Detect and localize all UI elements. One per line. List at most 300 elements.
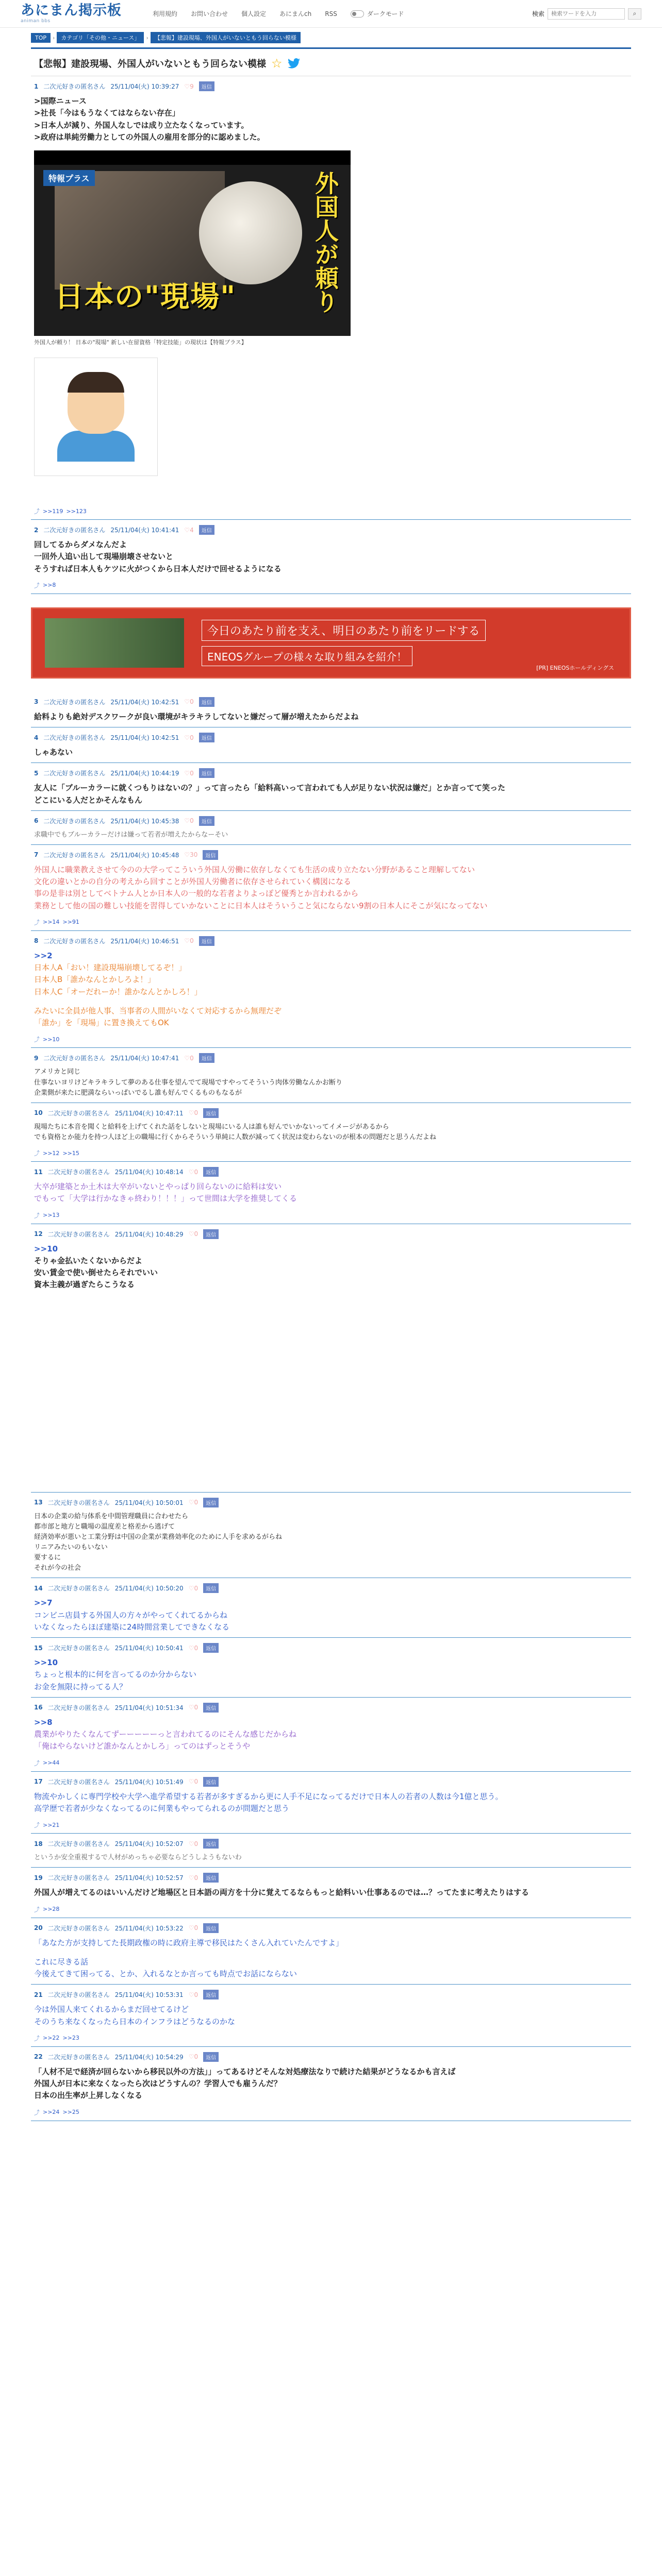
post <box>31 727 631 763</box>
reply-button[interactable]: 返信 <box>203 850 218 860</box>
post-body <box>34 2066 628 2102</box>
reply-link[interactable]: >>44 <box>43 1759 60 1767</box>
reply-link[interactable]: >>12 <box>43 1149 60 1157</box>
post-line: 外国人が増えてるのはいいんだけど地場区と日本語の両方を十分に覚えてるならもっと給料いい仕事あるのでは…？ってたまに考えたりはする <box>34 1888 529 1897</box>
heart-icon: ♡ <box>188 1168 194 1176</box>
post-line: 企業側が来たに肥満ならいっぱいでるし誰も好んでくるものもなるが <box>34 1089 242 1097</box>
reply-button[interactable]: 返信 <box>203 1839 219 1849</box>
reply-arrow-icon: ⤴ <box>34 1036 40 1043</box>
post-header <box>34 850 628 860</box>
quote-anchor[interactable]: >>7 <box>34 1598 53 1608</box>
post-author: 二次元好きの匿名さん <box>47 1874 110 1882</box>
post-line: アメリカと同じ <box>34 1068 81 1076</box>
reply-arrow-icon: ⤴ <box>34 2109 40 2116</box>
ad-subline: ENEOSグループの様々な取り組みを紹介！ <box>202 646 412 666</box>
search-area <box>532 8 641 20</box>
like-count[interactable] <box>189 1499 198 1506</box>
post-number[interactable]: 3 <box>34 698 39 706</box>
like-count[interactable] <box>189 1840 198 1848</box>
post-header <box>34 697 628 707</box>
character-face <box>68 372 124 434</box>
post-body <box>34 539 628 575</box>
like-count[interactable] <box>184 734 193 741</box>
post-header <box>34 816 628 826</box>
like-count-value: 0 <box>190 769 194 777</box>
reply-links <box>34 1211 628 1219</box>
reply-button[interactable]: 返信 <box>199 936 214 946</box>
advertisement-banner[interactable] <box>31 607 631 679</box>
reply-arrow-icon: ⤴ <box>34 1759 40 1767</box>
post-author: 二次元好きの匿名さん <box>43 937 106 945</box>
post-header <box>34 1498 628 1507</box>
post-date: 25/11/04(火) 10:42:51 <box>110 734 179 741</box>
like-count[interactable] <box>189 2053 198 2060</box>
post-header <box>34 1990 628 1999</box>
post-date: 25/11/04(火) 10:41:41 <box>110 527 179 534</box>
post <box>31 931 631 1048</box>
post-line: 外国人が日本に来なくなったら次はどうすんの？学習人でも雇うんだ？ <box>34 2079 282 2089</box>
post-line: いなくなったらほぼ建築に24時間営業してできなくなる <box>34 1622 230 1632</box>
post-number[interactable]: 13 <box>34 1499 43 1506</box>
post-body <box>34 747 628 758</box>
post-author: 二次元好きの匿名さん <box>47 1840 110 1848</box>
reply-link[interactable]: >>91 <box>62 919 79 926</box>
post <box>31 1578 631 1638</box>
like-count[interactable] <box>189 1585 198 1592</box>
post-line: 給料よりも絶対デスクワークが良い環境がキラキラしてないと嫌だって層が増えたからだよね <box>34 711 359 721</box>
post-author: 二次元好きの匿名さん <box>47 1230 110 1238</box>
reply-link[interactable]: >>8 <box>43 582 56 589</box>
search-button[interactable] <box>628 8 641 20</box>
post-line: どこにいる人だとかそんなもん <box>34 795 143 805</box>
heart-icon: ♡ <box>188 1109 194 1117</box>
post-date: 25/11/04(火) 10:53:22 <box>114 1924 184 1932</box>
post-body <box>34 1657 628 1693</box>
post-number[interactable]: 12 <box>34 1230 43 1238</box>
reply-button[interactable]: 返信 <box>203 1923 219 1933</box>
post-number[interactable]: 10 <box>34 1109 43 1117</box>
like-count[interactable] <box>189 1645 198 1652</box>
post-header <box>34 1583 628 1593</box>
post-author: 二次元好きの匿名さん <box>43 83 106 90</box>
post <box>31 2047 631 2121</box>
reply-link[interactable]: >>24 <box>43 2109 60 2116</box>
post-author: 二次元好きの匿名さん <box>47 1168 110 1176</box>
post-body <box>34 1243 628 1291</box>
post-date: 25/11/04(火) 10:51:49 <box>114 1778 184 1786</box>
post-line: 日本の企業の給与体系を中間管理職員に合わせたら <box>34 1512 189 1520</box>
breadcrumb <box>0 28 662 47</box>
breadcrumb-category[interactable]: カテゴリ「その他・ニュース」 <box>57 32 144 43</box>
search-input[interactable] <box>548 8 625 20</box>
post <box>31 1834 631 1868</box>
post-number[interactable]: 5 <box>34 769 39 777</box>
post-line: 「あなた方が支持してた長期政権の時に政府主導で移民はたくさん入れていたんですよ」 <box>34 1938 344 1947</box>
post-author: 二次元好きの匿名さん <box>47 1924 110 1932</box>
post-header <box>34 936 628 946</box>
thumbnail-band <box>34 150 351 165</box>
reply-button[interactable]: 返信 <box>199 525 214 535</box>
heart-icon: ♡ <box>188 2053 194 2061</box>
post-header <box>34 1777 628 1787</box>
quote-anchor[interactable]: >>2 <box>34 951 53 960</box>
like-count-value: 0 <box>194 1840 198 1848</box>
post-author: 二次元好きの匿名さん <box>47 1585 110 1592</box>
reply-button[interactable]: 返信 <box>203 1703 219 1713</box>
post-line: >政府は単純労働力としての外国人の雇用を部分的に認めました。 <box>34 132 265 142</box>
reply-links <box>34 2034 628 2042</box>
post-line: 業務として他の国の難しい技能を習得していかないことに日本人はそういうこと気にならない9割の日本人にそこが気になってない <box>34 901 488 910</box>
post-line: 現場たちに本音を聞くと給料を上げてくれた話をしないと現場にいる人は誰も好んでいかないってイメージがあるから <box>34 1123 389 1131</box>
post-line: 文化の違いとかの自分の考えから回すことが外国人労働者に依存させられていく構図になる <box>34 877 352 887</box>
nav-rss[interactable]: RSS <box>325 10 337 18</box>
like-count[interactable] <box>189 1874 198 1882</box>
post-author: 二次元好きの匿名さん <box>47 1109 110 1117</box>
post-line: みたいに全員が他人事、当事者の人間がいなくて対応するから無理だぞ <box>34 1006 282 1015</box>
post-header <box>34 1053 628 1063</box>
post-date: 25/11/04(火) 10:50:20 <box>114 1585 184 1592</box>
breadcrumb-top[interactable]: TOP <box>31 33 51 43</box>
post-line: 都市部と地方と職場の温度差と格差から逃げて <box>34 1522 175 1531</box>
thread-title-row <box>31 49 631 76</box>
post-date: 25/11/04(火) 10:46:51 <box>110 937 179 945</box>
like-count-value: 0 <box>194 2053 198 2061</box>
like-count-value: 0 <box>194 1874 198 1882</box>
thread-title: 【悲報】建設現場、外国人がいないともう回らない模様 <box>34 59 266 70</box>
like-count[interactable] <box>189 1991 198 1998</box>
like-count[interactable] <box>184 817 193 824</box>
post-number[interactable]: 17 <box>34 1778 43 1786</box>
heart-icon: ♡ <box>188 1991 194 1998</box>
reply-links <box>34 918 628 926</box>
post-line: そうすれば日本人もケツに火がつくから日本人だけで回せるようになる <box>34 564 282 573</box>
reply-links <box>34 1035 628 1043</box>
thumbnail-tag: 特報プラス <box>43 170 95 186</box>
post-header <box>34 733 628 742</box>
breadcrumb-separator: › <box>146 34 148 41</box>
heart-icon: ♡ <box>184 937 190 945</box>
post-body <box>34 1853 628 1863</box>
post-date: 25/11/04(火) 10:52:57 <box>114 1874 184 1882</box>
reply-links <box>34 1759 628 1767</box>
post-date: 25/11/04(火) 10:44:19 <box>110 770 179 777</box>
post-line: 友人に「ブルーカラーに就くつもりはないの？」って言ったら「給料高いって言われても人が足りない状況は嫌だ」とか言ってて笑った <box>34 783 506 793</box>
heart-icon: ♡ <box>184 769 190 777</box>
like-count-value: 0 <box>194 1778 198 1786</box>
toggle-switch-icon[interactable] <box>351 10 364 18</box>
heart-icon: ♡ <box>188 1840 194 1848</box>
site-header <box>0 0 662 28</box>
post-body <box>34 864 628 912</box>
post <box>31 811 631 845</box>
nav-animanch[interactable]: あにまんch <box>279 10 312 18</box>
post-header <box>34 525 628 535</box>
post-number[interactable]: 16 <box>34 1704 43 1711</box>
post-line: >国際ニュース <box>34 96 87 106</box>
reply-button[interactable]: 返信 <box>199 816 214 826</box>
like-count[interactable] <box>184 527 193 534</box>
post-number[interactable]: 18 <box>34 1840 43 1848</box>
post-number[interactable]: 6 <box>34 817 39 825</box>
post-author: 二次元好きの匿名さん <box>47 2053 110 2061</box>
post-line: そのうち来なくなったら日本のインフラはどうなるのかな <box>34 2016 236 2026</box>
post-number[interactable]: 21 <box>34 1991 43 1998</box>
reply-arrow-icon: ⤴ <box>34 2035 40 2042</box>
heart-icon: ♡ <box>184 734 190 741</box>
post-body <box>34 1512 628 1574</box>
reply-link[interactable]: >>10 <box>43 1036 60 1043</box>
reply-button[interactable]: 返信 <box>199 81 214 91</box>
post-body <box>34 1887 628 1899</box>
post-header <box>34 1923 628 1933</box>
like-count[interactable] <box>184 770 193 777</box>
post <box>31 1985 631 2047</box>
post <box>31 1103 631 1162</box>
post-number[interactable]: 8 <box>34 937 39 945</box>
post-body <box>34 1181 628 1205</box>
post-header <box>34 1703 628 1713</box>
post-body <box>34 782 628 806</box>
reply-button[interactable]: 返信 <box>203 1167 219 1177</box>
like-count[interactable] <box>189 1704 198 1711</box>
post-body <box>34 711 628 723</box>
character-shirt <box>57 431 135 462</box>
post-line: 日本人C「オーだれーか！誰かなんとかしろ！」 <box>34 987 202 996</box>
heart-icon: ♡ <box>188 1704 194 1711</box>
post <box>31 1772 631 1834</box>
reply-link[interactable]: >>22 <box>43 2035 60 2042</box>
ad-headline: 今日のあたり前を支え、明日のあたり前をリードする <box>202 620 486 641</box>
post-number[interactable]: 2 <box>34 526 39 534</box>
post-author: 二次元好きの匿名さん <box>47 1499 110 1506</box>
post-line: 外国人に職業教えさせて今のの大学ってこういう外国人労働に依存しなくても生活の成り立たない分野があること理解してない <box>34 865 475 874</box>
post-number[interactable]: 14 <box>34 1584 43 1592</box>
like-count-value: 0 <box>194 1109 198 1117</box>
post <box>31 763 631 811</box>
like-count[interactable] <box>184 698 193 705</box>
post-date: 25/11/04(火) 10:45:48 <box>110 851 179 859</box>
like-count[interactable] <box>189 1230 198 1238</box>
logo-text[interactable]: あにまん掲示板 <box>21 3 122 19</box>
post-header <box>34 1643 628 1653</box>
reply-button[interactable]: 返信 <box>203 1583 219 1593</box>
thumbnail-caption[interactable]: 外国人が頼り！ 日本の"現場" 新しい在留資格「特定技能」の現状は【特報プラス】 <box>34 339 247 346</box>
post-date: 25/11/04(火) 10:50:41 <box>114 1645 184 1652</box>
post-line: 「誰か」を「現場」に置き換えてもOK <box>34 1018 169 1028</box>
post-line: 今後えてきて困ってる、とか、入れるなとか言っても時点でお話にならない <box>34 1969 297 1979</box>
reply-arrow-icon: ⤴ <box>34 1906 40 1913</box>
quote-anchor[interactable]: >>8 <box>34 1717 53 1727</box>
reply-button[interactable]: 返信 <box>203 1229 219 1239</box>
post-line: これに尽きる話 <box>34 1957 89 1967</box>
reply-link[interactable]: >>119 <box>43 507 63 515</box>
reply-link[interactable]: >>28 <box>43 1906 60 1913</box>
post-date: 25/11/04(火) 10:48:14 <box>114 1168 184 1176</box>
reply-links <box>34 1821 628 1829</box>
like-count[interactable] <box>184 937 193 944</box>
illustration-image[interactable] <box>34 358 158 476</box>
post-line: 高学歴で若者が少なくなってるのに何業もやってられるのが問題だと思う <box>34 1803 290 1813</box>
thumbnail-headline: 日本の"現場" <box>55 280 237 314</box>
post-line: 要するに <box>34 1554 61 1562</box>
reply-button[interactable]: 返信 <box>199 768 214 778</box>
reply-button[interactable]: 返信 <box>203 1777 219 1787</box>
reply-button[interactable]: 返信 <box>203 1108 219 1118</box>
reply-button[interactable]: 返信 <box>203 1990 219 1999</box>
post-author: 二次元好きの匿名さん <box>43 817 106 825</box>
quote-anchor[interactable]: >>10 <box>34 1244 58 1253</box>
post-date: 25/11/04(火) 10:52:07 <box>114 1840 184 1848</box>
heart-icon: ♡ <box>188 1584 194 1592</box>
heart-icon: ♡ <box>184 526 190 534</box>
reply-link[interactable]: >>14 <box>43 919 60 926</box>
like-count-value: 0 <box>194 1704 198 1711</box>
heart-icon: ♡ <box>188 1644 194 1652</box>
post-header <box>34 1839 628 1849</box>
post-header <box>34 1229 628 1239</box>
reply-button[interactable]: 返信 <box>203 1498 219 1507</box>
post-line: ちょっと根本的に何を言ってるのか分からない <box>34 1670 197 1680</box>
post-date: 25/11/04(火) 10:54:29 <box>114 2053 184 2061</box>
post-number[interactable]: 15 <box>34 1644 43 1652</box>
like-count-value: 0 <box>194 1644 198 1652</box>
post-body <box>34 1937 628 1980</box>
reply-button[interactable]: 返信 <box>199 733 214 742</box>
reply-link[interactable]: >>123 <box>66 507 87 515</box>
post-line: >社長「今はもうなくてはならない存在」 <box>34 108 180 118</box>
post-line: 大卒が建築とか土木は大卒がいないとやっぱり回らないのに給料は安い <box>34 1182 282 1192</box>
post-number[interactable]: 20 <box>34 1924 43 1932</box>
site-logo[interactable] <box>21 4 122 24</box>
reply-links <box>34 2108 628 2116</box>
post-line: というか安全重視するで人材がめっちゃ必要ならどうしようもないわ <box>34 1854 242 1862</box>
reply-button[interactable]: 返信 <box>203 1643 219 1653</box>
reply-link[interactable]: >>23 <box>62 2035 79 2042</box>
post-author: 二次元好きの匿名さん <box>47 1991 110 1999</box>
breadcrumb-thread[interactable]: 【悲報】建設現場、外国人がいないともう回らない模様 <box>151 32 301 43</box>
reply-link[interactable]: >>21 <box>43 1821 60 1828</box>
post-date: 25/11/04(火) 10:39:27 <box>110 83 179 90</box>
post-number[interactable]: 22 <box>34 2053 43 2061</box>
search-icon: ⌕ <box>633 10 637 17</box>
post-line: >日本人が減り、外国人なしでは成り立たなくなっています。 <box>34 120 249 130</box>
reply-link[interactable]: >>25 <box>62 2109 79 2116</box>
quote-anchor[interactable]: >>10 <box>34 1658 58 1668</box>
like-count-value: 0 <box>194 1991 198 1998</box>
reply-link[interactable]: >>13 <box>43 1212 60 1219</box>
like-count-value: 0 <box>190 817 194 825</box>
reply-arrow-icon: ⤴ <box>34 1150 40 1157</box>
post-line: コンビニ店員する外国人の方々がやってくれてるからね <box>34 1610 228 1620</box>
post-line: 安い賃金で使い倒せたらそれでいい <box>34 1268 158 1278</box>
post-number[interactable]: 4 <box>34 734 39 741</box>
post-number[interactable]: 7 <box>34 851 39 859</box>
dark-mode-label: ダークモード <box>367 10 404 18</box>
favorite-star-icon[interactable]: ☆ <box>271 56 283 71</box>
nav-settings[interactable]: 個人設定 <box>241 10 267 18</box>
post-body <box>34 2004 628 2028</box>
thread <box>31 47 631 2121</box>
like-count[interactable] <box>184 83 193 90</box>
reply-button[interactable]: 返信 <box>199 1053 214 1063</box>
heart-icon: ♡ <box>188 1874 194 1882</box>
post-line: 「人材不足で経済が回らないから移民以外の方法」」ってあるけどそんな対処療法なりで続けた結果がどうなるかも言えば <box>34 2066 456 2076</box>
post-line: 求職中でもブルーカラーだけは嫌って若者が増えたからなーそい <box>34 831 228 839</box>
post-line: リニアみたいのもいない <box>34 1544 108 1552</box>
post-header <box>34 81 628 91</box>
reply-links <box>34 581 628 589</box>
like-count-value: 0 <box>194 1499 198 1506</box>
like-count-value: 0 <box>194 1584 198 1592</box>
video-thumbnail[interactable] <box>34 150 351 336</box>
heart-icon: ♡ <box>184 698 190 706</box>
post-number[interactable]: 11 <box>34 1168 43 1176</box>
post-number[interactable]: 9 <box>34 1054 39 1062</box>
nav-terms[interactable]: 利用規約 <box>153 10 178 18</box>
dark-mode-toggle[interactable] <box>351 9 404 18</box>
like-count[interactable] <box>184 1055 193 1062</box>
reply-arrow-icon: ⤴ <box>34 919 40 926</box>
post-header <box>34 1167 628 1177</box>
like-count[interactable] <box>184 851 197 858</box>
like-count-value: 0 <box>190 734 194 741</box>
post <box>31 1918 631 1985</box>
post-date: 25/11/04(火) 10:53:31 <box>114 1991 184 1999</box>
post-line: 物流やかしくに専門学校や大学へ進学希望する若者が多すぎるから更に人手不足になってるだけで日本人の若者の人数は今1億と思う。 <box>34 1791 503 1801</box>
heart-icon: ♡ <box>188 1924 194 1932</box>
post-line: それが今の社会 <box>34 1564 81 1572</box>
post-line: 「俺はやらないけど誰かなんとかしろ」ってのはずっとそうや <box>34 1741 251 1751</box>
nav-contact[interactable]: お問い合わせ <box>191 10 228 18</box>
like-count[interactable] <box>189 1109 198 1116</box>
post-line: お金を無限に持ってる人？ <box>34 1682 127 1691</box>
reply-button[interactable]: 返信 <box>203 1873 219 1883</box>
like-count[interactable] <box>189 1168 198 1176</box>
post-line: 事の是非は別としてベトナム人とか日本人の一般的な若者よりよっぽど優秀とか言われるから <box>34 889 359 899</box>
heart-icon: ♡ <box>184 1054 190 1062</box>
post-line: 仕事ないヨリけどキラキラして夢のある仕事を望んでて現場ですやってそういう肉体労働なんかお断り <box>34 1078 343 1087</box>
post-body <box>34 1067 628 1098</box>
like-count[interactable] <box>189 1924 198 1931</box>
post-author: 二次元好きの匿名さん <box>43 851 106 859</box>
post-body <box>34 95 628 143</box>
heart-icon: ♡ <box>184 82 190 90</box>
post-date: 25/11/04(火) 10:42:51 <box>110 698 179 706</box>
post-line: 日本の出生率が上昇しなくなる <box>34 2091 143 2100</box>
post-line: 回してるからダメなんだよ <box>34 540 127 549</box>
post <box>31 1224 631 1493</box>
ad-text <box>202 620 486 666</box>
reply-button[interactable]: 返信 <box>199 697 214 707</box>
reply-button[interactable]: 返信 <box>203 2052 219 2062</box>
reply-arrow-icon: ⤴ <box>34 1822 40 1829</box>
reply-links <box>34 1149 628 1157</box>
reply-link[interactable]: >>15 <box>62 1149 79 1157</box>
like-count-value: 4 <box>190 526 194 534</box>
post-header <box>34 2052 628 2062</box>
post <box>31 76 631 520</box>
like-count[interactable] <box>189 1778 198 1785</box>
post-line: 資本主義が過ぎたらこうなる <box>34 1280 135 1290</box>
reply-links <box>34 1905 628 1913</box>
twitter-share-icon[interactable] <box>288 58 300 69</box>
post-number[interactable]: 1 <box>34 82 39 90</box>
heart-icon: ♡ <box>184 851 190 859</box>
like-count-value: 0 <box>194 1924 198 1932</box>
post <box>31 1698 631 1772</box>
post-number[interactable]: 19 <box>34 1874 43 1882</box>
post-author: 二次元好きの匿名さん <box>47 1704 110 1711</box>
